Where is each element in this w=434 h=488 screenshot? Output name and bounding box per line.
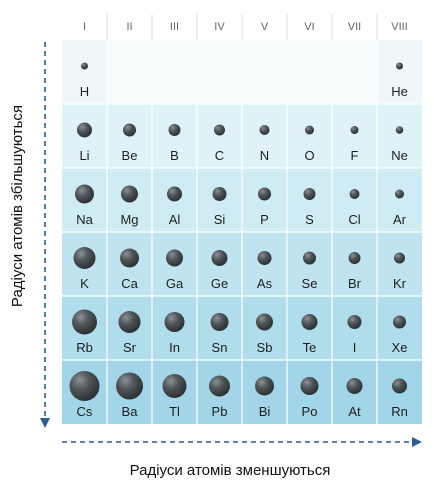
atom-sphere (81, 63, 88, 70)
atom-sphere (301, 377, 319, 395)
vertical-arrow (40, 42, 50, 428)
vertical-arrowhead (40, 418, 50, 428)
element-symbol: Sr (123, 340, 136, 355)
atom-sphere (260, 125, 270, 135)
atom-sphere (120, 249, 139, 268)
atom-sphere (75, 185, 94, 204)
atom-sphere (349, 252, 361, 264)
atom-sphere (255, 377, 274, 396)
element-symbol: Cl (348, 212, 361, 227)
element-symbol: At (348, 404, 361, 419)
element-symbol: Si (213, 212, 226, 227)
horizontal-arrow (62, 437, 422, 447)
atom-sphere (258, 251, 272, 265)
group-header: III (169, 21, 180, 33)
element-symbol: Be (121, 148, 138, 163)
element-symbol: Ne (391, 148, 408, 163)
element-symbol: I (352, 340, 357, 355)
atom-sphere (348, 315, 362, 329)
element-symbol: Ca (121, 276, 138, 291)
atom-sphere (70, 371, 100, 401)
element-symbol: O (304, 148, 315, 163)
atom-sphere (167, 187, 182, 202)
element-symbol: In (169, 340, 180, 355)
group-headers (83, 21, 408, 33)
atom-sphere (163, 374, 187, 398)
atom-sphere (119, 311, 141, 333)
element-symbol: Sb (256, 340, 273, 355)
element-symbol: S (305, 212, 314, 227)
element-symbol: Pb (211, 404, 228, 419)
atom-sphere (74, 247, 96, 269)
atom-sphere (392, 379, 407, 394)
atom-sphere (213, 187, 227, 201)
element-symbol: B (170, 148, 179, 163)
atom-sphere (347, 378, 363, 394)
element-symbol: Al (168, 212, 181, 227)
atom-sphere (116, 373, 143, 400)
atom-sphere (394, 253, 405, 264)
element-symbol: C (214, 148, 225, 163)
vertical-axis-label: Радіуси атомів збільшуються (9, 104, 26, 308)
element-symbol: Rb (76, 340, 93, 355)
atom-sphere (393, 316, 406, 329)
element-symbol: Ar (393, 212, 406, 227)
element-symbol: Ge (210, 276, 229, 291)
group-header: V (260, 21, 269, 33)
horizontal-axis-label: Радіуси атомів зменшуються (129, 462, 331, 479)
atom-sphere (165, 312, 185, 332)
element-symbol: Cs (76, 404, 93, 419)
element-symbol: As (256, 276, 273, 291)
element-symbol: Po (301, 404, 318, 419)
atom-sphere (169, 124, 181, 136)
atom-sphere (166, 250, 183, 267)
atom-sphere (256, 314, 273, 331)
element-symbol: N (259, 148, 270, 163)
atom-sphere (396, 63, 403, 70)
group-header: VI (304, 21, 315, 33)
atom-sphere (351, 126, 359, 134)
atom-sphere (209, 376, 230, 397)
element-symbol: Br (348, 276, 361, 291)
atom-sphere (258, 188, 271, 201)
element-symbol: P (260, 212, 269, 227)
element-symbol: H (79, 84, 90, 99)
element-symbol: Kr (393, 276, 406, 291)
element-symbol: He (391, 84, 408, 99)
horizontal-arrowhead (412, 437, 422, 447)
group-header: VII (347, 21, 362, 33)
element-symbol: Na (76, 212, 93, 227)
element-symbol: Mg (120, 212, 139, 227)
atom-sphere (214, 125, 225, 136)
atom-sphere (211, 313, 229, 331)
atom-sphere (121, 186, 138, 203)
atom-sphere (77, 123, 92, 138)
element-symbol: Ba (121, 404, 138, 419)
atom-sphere (350, 189, 360, 199)
atom-sphere (212, 250, 228, 266)
element-symbol: K (80, 276, 89, 291)
element-symbol: Te (302, 340, 317, 355)
element-symbol: Sn (211, 340, 228, 355)
element-symbol: Xe (391, 340, 408, 355)
element-symbol: Ga (165, 276, 184, 291)
element-symbol: Li (79, 148, 90, 163)
group-header: II (126, 21, 133, 33)
atom-sphere (303, 252, 316, 265)
element-symbol: Rn (391, 404, 408, 419)
atom-sphere (72, 310, 97, 335)
atom-sphere (305, 126, 314, 135)
atom-sphere (302, 314, 318, 330)
group-header: IV (214, 21, 225, 33)
atom-sphere (123, 124, 136, 137)
group-header: I (82, 21, 87, 33)
element-symbol: Tl (169, 404, 180, 419)
element-symbol: Bi (258, 404, 271, 419)
element-symbol: Se (301, 276, 318, 291)
atom-sphere (396, 126, 404, 134)
atom-sphere (304, 188, 316, 200)
group-header: VIII (391, 21, 408, 33)
element-symbol: F (350, 148, 359, 163)
atom-sphere (395, 190, 404, 199)
